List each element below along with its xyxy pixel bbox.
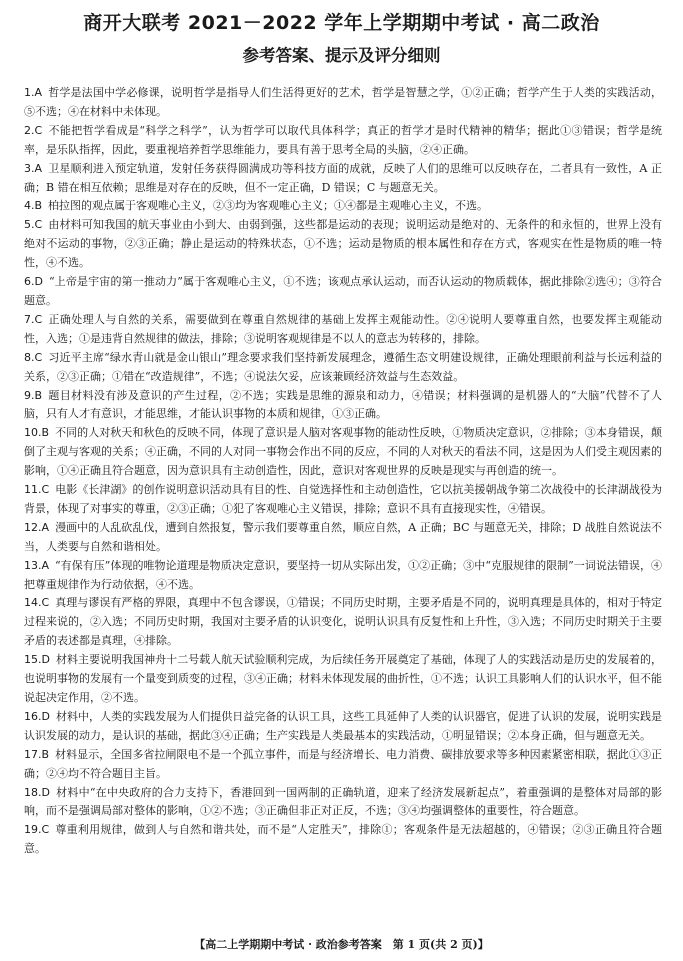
answer-item [24,273,662,311]
answer-number: 2.C [24,123,43,137]
answer-item [24,821,662,859]
answer-number: 7.C [24,312,43,326]
answer-number: 6.D [24,275,43,289]
answer-explanation: 习近平主席“绿水青山就是金山银山”理念要求我们坚持新发展理念，遵循生态文明建设规律，正确处理眼前利益与长远利益的关系，②③正确；①错在“改造规律”，不选；④说法欠妥，应该兼顾经济效益与生态效益。 [24,350,662,383]
answer-number: 14.C [24,596,50,610]
answer-item [24,594,662,651]
page-title: 商开大联考 2021－2022 学年上学期期中考试 · 高二政治 [83,12,600,34]
answer-number: 16.D [24,709,50,723]
answer-item [24,349,662,387]
answer-list [24,84,662,859]
answer-explanation: 材料中“在中央政府的合力支持下，香港回到一国两制的正确轨道，迎来了经济发展新起点”，着重强调的是整体对局部的影响，而不是强调局部对整体的影响，①②不选；③正确但非正对正反，不选；③④均强调整体的重要性，符合题意。 [24,785,662,818]
page-subtitle: 参考答案、提示及评分细则 [242,46,441,65]
answer-number: 8.C [24,350,43,364]
answer-item [24,311,662,349]
answer-item [24,160,662,198]
answer-number: 17.B [24,747,50,761]
answer-explanation: 卫星顺利进入预定轨道，发射任务获得圆满成功等科技方面的成就，反映了人们的思维可以反映存在，二者具有一致性，A 正确；B 错在相互依赖；思维是对存在的反映，但不一定正确，D 错误；C 与题意无关。 [24,161,662,194]
answer-item [24,84,662,122]
answer-number: 11.C [24,483,50,497]
answer-explanation: 不能把哲学看成是“科学之科学”，认为哲学可以取代具体科学；真正的哲学才是时代精神的精华；据此①③错误；哲学是统率，是乐队指挥，因此，要重视培养哲学思维能力，要具有善于思考全局的头脑，②④正确。 [24,123,662,156]
answer-explanation: 材料显示，全国多省拉闸限电不是一个孤立事件，而是与经济增长、电力消费、碳排放要求等多种因素紧密相联，据此①③正确；②④均不符合题目主旨。 [24,747,662,780]
answer-item [24,197,662,216]
answer-explanation: 题目材料没有涉及意识的产生过程，②不选；实践是思维的源泉和动力，④错误；材料强调的是机器人的“大脑”代替不了人脑，只有人才有意识，才能思维，才能认识事物的本质和规律，①③正确。 [24,388,662,421]
answer-explanation: 真理与谬误有严格的界限，真理中不包含谬误，①错误；不同历史时期，主要矛盾是不同的，说明真理是具体的，相对于特定过程来说的，②入选；不同历史时期，我国对主要矛盾的认识变化，说明认识具有反复性和上升性，③入选；不同历史时期关于主要矛盾的表述都是真理，④排除。 [24,596,662,648]
answer-number: 10.B [24,426,50,440]
answer-explanation: 正确处理人与自然的关系，需要做到在尊重自然规律的基础上发挥主观能动性。②④说明人要尊重自然，也要发挥主观能动性，入选；①是违背自然规律的做法，排除；③说明客观规律是不以人的意志为转移的，排除。 [24,312,662,345]
answer-number: 9.B [24,388,43,402]
answer-explanation: 材料主要说明我国神舟十二号载人航天试验顺利完成，为后续任务开展奠定了基础，体现了人的实践活动是历史的发展着的，也说明事物的发展有一个量变到质变的过程，③④正确；材料未体现发展的曲折性，①不选；认识工具影响人们的认识水平，但不能说起决定作用，②不选。 [24,653,662,704]
answer-item [24,481,662,519]
answer-explanation: 柏拉图的观点属于客观唯心主义，②③均为客观唯心主义；①④都是主观唯心主义，不选。 [48,199,489,213]
answer-item [24,708,662,746]
answer-item [24,122,662,160]
answer-number: 3.A [24,161,43,175]
answer-item [24,784,662,822]
answer-explanation: 材料中，人类的实践发展为人们提供日益完备的认识工具，这些工具延伸了人类的认识器官，促进了认识的发展，说明实践是认识发展的动力，是认识的基础，据此③④正确；生产实践是人类最基本的实践活动，①明显错误；②本身正确，但与题意无关。 [24,709,662,742]
answer-item [24,216,662,273]
answer-number: 5.C [24,218,43,232]
answer-number: 1.A [24,86,43,99]
answer-explanation: “上帝是宇宙的第一推动力”属于客观唯心主义，①不选；该观点承认运动，而否认运动的物质载体，据此排除②选④；③符合题意。 [24,275,662,307]
answer-item [24,651,662,708]
answer-item [24,519,662,557]
answer-number: 12.A [24,520,50,534]
answer-number: 15.D [24,653,50,667]
answer-explanation: 由材料可知我国的航天事业由小到大、由弱到强，这些都是运动的表现；说明运动是绝对的、无条件的和永恒的，世界上没有绝对不运动的事物，②③正确；静止是运动的特殊状态，①不选；运动是物质的根本属性和存在方式，客观实在性是物质的唯一特性，④不选。 [24,218,662,270]
answer-item [24,424,662,481]
answer-explanation: 哲学是法国中学必修课，说明哲学是指导人们生活得更好的艺术，哲学是智慧之学，①②正确；哲学产生于人类的实践活动，⑤不选；④在材料中未体现。 [24,86,662,118]
answer-explanation: 尊重利用规律，做到人与自然和谐共处，而不是“人定胜天”，排除①；客观条件是无法超越的，④错误；②③正确且符合题意。 [24,823,662,856]
answer-number: 4.B [24,199,43,213]
answer-explanation: 漫画中的人乱砍乱伐，遭到自然报复，警示我们要尊重自然，顺应自然，A 正确；BC 与题意无关，排除；D 战胜自然说法不当，人类要与自然和谐相处。 [24,520,662,553]
answer-item [24,746,662,784]
answer-explanation: 电影《长津湖》的创作说明意识活动具有目的性、自觉选择性和主动创造性，它以抗美援朝战争第二次战役中的长津湖战役为背景，体现了对事实的尊重，②③正确；①犯了客观唯心主义错误，排除；意识不具有直接现实性，④错误。 [24,483,662,515]
answer-item [24,557,662,595]
answer-explanation: “有保有压”体现的唯物论道理是物质决定意识，要坚持一切从实际出发，①②正确；③中“克服规律的限制”一词说法错误，④把尊重规律作为行动依据，④不选。 [24,558,662,591]
answer-number: 18.D [24,785,50,799]
answer-number: 13.A [24,558,50,572]
answer-item [24,387,662,425]
answer-explanation: 不同的人对秋天和秋色的反映不同，体现了意识是人脑对客观事物的能动性反映，①物质决定意识，②排除；③本身错误，颠倒了主观与客观的关系；④正确，不同的人对同一事物会作出不同的反应，不同的人对秋天的看法不同，这是因为人们受主观因素的影响，①④正确且符合题意，因为意识具有主动创造性，因此，意识对客观世界的反映是现实与再创造的统一。 [24,426,662,478]
answer-number: 19.C [24,823,50,837]
page-footer: 【高二上学期期中考试 · 政治参考答案 第 1 页(共 2 页)】 [194,938,489,951]
